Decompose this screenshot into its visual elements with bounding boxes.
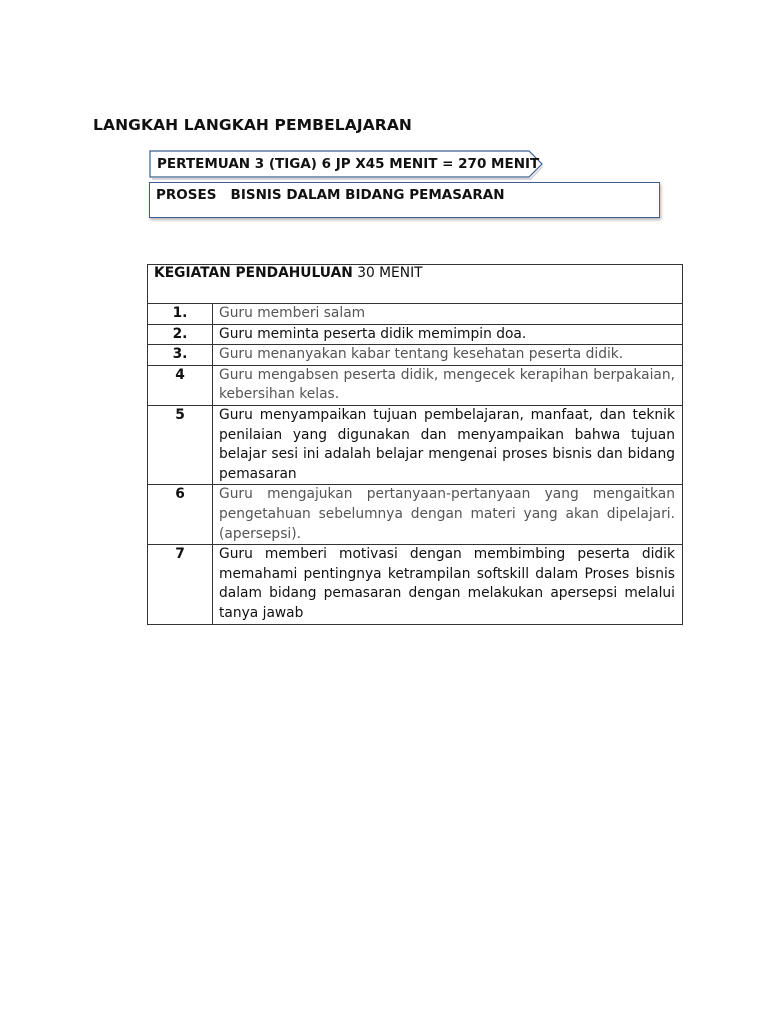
row-text: Guru menanyakan kabar tentang kesehatan peserta didik. [213,345,683,366]
row-number: 2. [148,324,213,345]
section-duration: 30 MENIT [352,265,423,281]
topic-label: PROSES BISNIS DALAM BIDANG PEMASARAN [156,187,505,203]
row-number: 7 [148,545,213,624]
row-text: Guru menyampaikan tujuan pembelajaran, manfaat, dan teknik penilaian yang digunakan dan menyampaikan bahwa tujuan belajar sesi ini adalah belajar mengenai proses bisnis dan bidang pemasaran [213,405,683,484]
meeting-label: PERTEMUAN 3 (TIGA) 6 JP X45 MENIT = 270 MENIT [157,156,540,172]
section-title: KEGIATAN PENDAHULUAN [154,265,353,281]
row-number: 1. [148,304,213,325]
table-row [148,485,683,545]
meeting-arrow-banner [149,150,543,180]
table-row [148,365,683,405]
activity-table [147,264,683,625]
row-number: 5 [148,405,213,484]
row-number: 6 [148,485,213,545]
table-header-cell [148,265,683,304]
table-row [148,545,683,624]
table-row [148,345,683,366]
table-row [148,304,683,325]
row-text: Guru meminta peserta didik memimpin doa. [213,324,683,345]
row-text: Guru memberi motivasi dengan membimbing peserta didik memahami pentingnya ketrampilan softskill dalam Proses bisnis dalam bidang pemasaran dengan melakukan apersepsi melalui tanya jawab [213,545,683,624]
table-row [148,405,683,484]
topic-box [149,182,660,218]
table-header-row [148,265,683,304]
row-text: Guru mengabsen peserta didik, mengecek kerapihan berpakaian, kebersihan kelas. [213,365,683,405]
page-heading: LANGKAH LANGKAH PEMBELAJARAN [93,116,412,134]
row-number: 4 [148,365,213,405]
table-row [148,324,683,345]
row-text: Guru memberi salam [213,304,683,325]
row-text: Guru mengajukan pertanyaan-pertanyaan yang mengaitkan pengetahuan sebelumnya dengan materi yang akan dipelajari. (apersepsi). [213,485,683,545]
row-number: 3. [148,345,213,366]
